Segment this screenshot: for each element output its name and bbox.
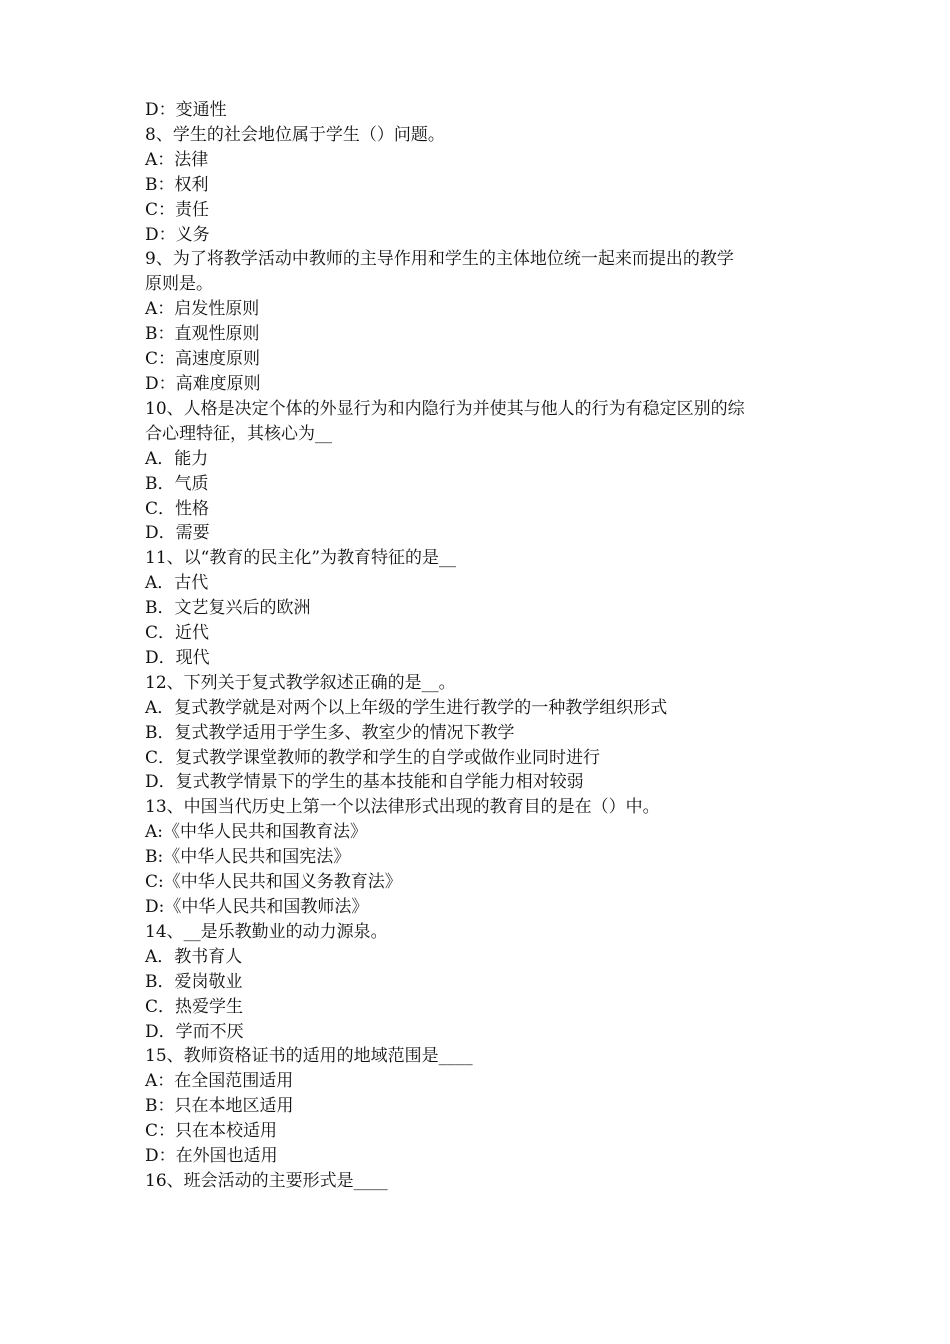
question-line: 合心理特征，其核心为__ — [145, 423, 332, 444]
option-line: B:《中华人民共和国宪法》 — [145, 847, 351, 868]
question-line: 15、教师资格证书的适用的地域范围是____ — [145, 1046, 473, 1067]
question-line: 8、学生的社会地位属于学生（）问题。 — [145, 124, 445, 145]
option-line: D：变通性 — [145, 100, 227, 120]
option-line: C:《中华人民共和国义务教育法》 — [145, 872, 402, 893]
option-line: C．性格 — [145, 498, 210, 519]
option-line: A．能力 — [145, 448, 209, 469]
option-line: C．热爱学生 — [145, 996, 244, 1017]
option-line: D：在外国也适用 — [145, 1146, 278, 1167]
option-line: A．复式教学就是对两个以上年级的学生进行教学的一种教学组织形式 — [145, 697, 668, 718]
option-line: A：法律 — [145, 149, 209, 170]
option-line: B：权利 — [145, 174, 209, 195]
option-line: A:《中华人民共和国教育法》 — [145, 822, 368, 843]
option-line: A．古代 — [145, 573, 209, 594]
option-line: D：高难度原则 — [145, 373, 261, 394]
option-line: D．学而不厌 — [145, 1021, 244, 1042]
question-line: 11、以“教育的民主化”为教育特征的是__ — [145, 548, 457, 569]
option-line: A．教书育人 — [145, 946, 243, 967]
option-line: A：在全国范围适用 — [145, 1071, 294, 1092]
option-line: C．近代 — [145, 623, 210, 644]
option-line: D：义务 — [145, 224, 210, 245]
document-page — [145, 98, 825, 1194]
option-line: C：责任 — [145, 199, 210, 220]
option-line: B．复式教学适用于学生多、教室少的情况下教学 — [145, 722, 515, 743]
option-line: D:《中华人民共和国教师法》 — [145, 897, 369, 917]
question-line: 13、中国当代历史上第一个以法律形式出现的教育目的是在（）中。 — [145, 797, 660, 818]
option-line: B．文艺复兴后的欧洲 — [145, 598, 311, 619]
option-line: C：高速度原则 — [145, 349, 261, 370]
question-line: 原则是。 — [145, 274, 213, 295]
option-line: B：直观性原则 — [145, 324, 260, 345]
option-line: D．复式教学情景下的学生的基本技能和自学能力相对较弱 — [145, 772, 584, 793]
option-line: D．需要 — [145, 523, 210, 544]
question-line: 16、班会活动的主要形式是____ — [145, 1170, 388, 1191]
question-line: 12、下列关于复式教学叙述正确的是__。 — [145, 672, 456, 693]
question-line: 14、__是乐教勤业的动力源泉。 — [145, 921, 388, 942]
option-line: C．复式教学课堂教师的教学和学生的自学或做作业同时进行 — [145, 747, 601, 768]
option-line: C：只在本校适用 — [145, 1121, 278, 1142]
option-line: A：启发性原则 — [145, 299, 260, 320]
option-line: B．爱岗敬业 — [145, 971, 243, 992]
question-line: 9、为了将教学活动中教师的主导作用和学生的主体地位统一起来而提出的教学 — [145, 249, 734, 270]
question-line: 10、人格是决定个体的外显行为和内隐行为并使其与他人的行为有稳定区别的综 — [145, 398, 745, 419]
option-line: D．现代 — [145, 647, 210, 668]
option-line: B．气质 — [145, 473, 209, 494]
option-line: B：只在本地区适用 — [145, 1096, 294, 1117]
